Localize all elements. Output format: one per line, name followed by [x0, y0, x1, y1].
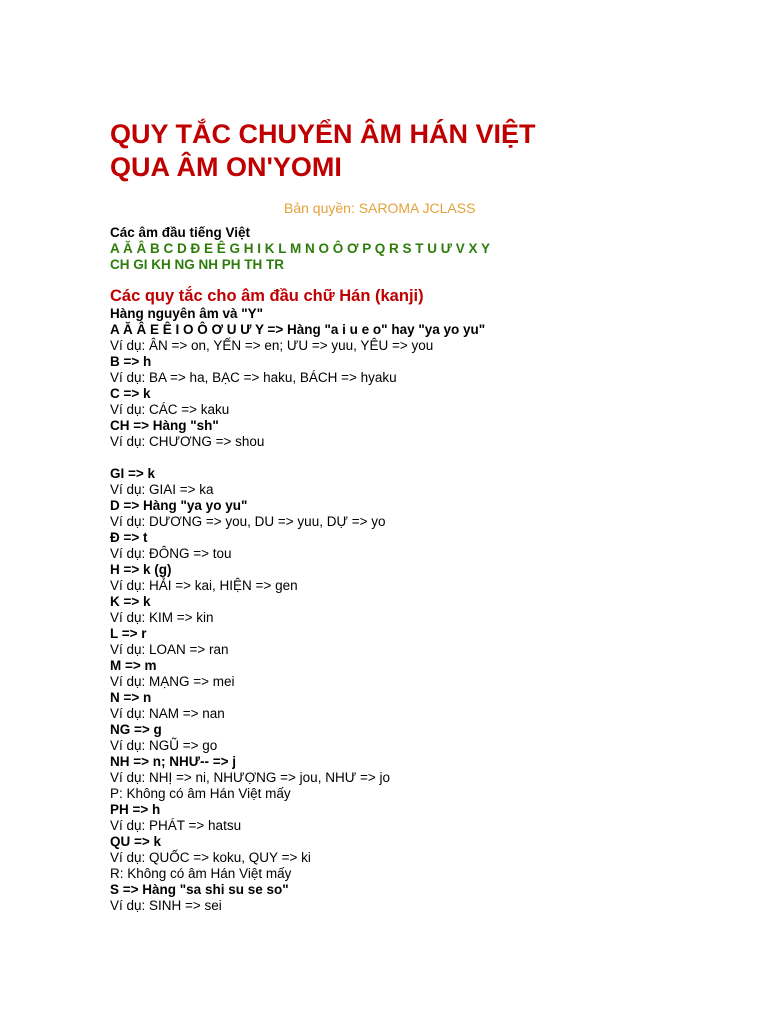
document-page: [110, 118, 730, 914]
rule-example: Ví dụ: CÁC => kaku: [110, 402, 230, 417]
rule-example: Ví dụ: NAM => nan: [110, 706, 225, 721]
rule-heading: N => n: [110, 690, 152, 705]
rule-heading: C => k: [110, 386, 151, 401]
blank-line: [110, 450, 730, 466]
rule-heading: A Ă Â E Ê I O Ô Ơ U Ư Y => Hàng "a i u e o" hay "ya yo yu": [110, 322, 486, 337]
rule-heading: NG => g: [110, 722, 162, 737]
rule-example: Ví dụ: NHỊ => ni, NHƯỢNG => jou, NHƯ => jo: [110, 770, 390, 785]
rule-heading: K => k: [110, 594, 151, 609]
initials-line-2: CH GI KH NG NH PH TH TR: [110, 257, 284, 272]
rule-heading: GI => k: [110, 466, 156, 481]
rule-heading: S => Hàng "sa shi su se so": [110, 882, 289, 897]
rule-example: Ví dụ: DƯƠNG => you, DU => yuu, DỰ => yo: [110, 514, 386, 529]
rule-example: Ví dụ: NGŨ => go: [110, 738, 218, 753]
rule-example: Ví dụ: BA => ha, BẠC => haku, BÁCH => hyaku: [110, 370, 397, 385]
rule-example: Ví dụ: ÂN => on, YẾN => en; ƯU => yuu, YÊU => you: [110, 338, 434, 353]
rule-heading: QU => k: [110, 834, 162, 849]
rule-heading: Hàng nguyên âm và "Y": [110, 306, 264, 321]
rule-heading: M => m: [110, 658, 157, 673]
rule-heading: H => k (g): [110, 562, 172, 577]
rule-example: R: Không có âm Hán Việt mấy: [110, 866, 292, 881]
rule-example: P: Không có âm Hán Việt mấy: [110, 786, 291, 801]
rule-example: Ví dụ: QUỐC => koku, QUY => ki: [110, 850, 311, 865]
rule-example: Ví dụ: KIM => kin: [110, 610, 214, 625]
copyright-notice: Bản quyền: SAROMA JCLASS: [284, 200, 476, 216]
rule-example: Ví dụ: PHÁT => hatsu: [110, 818, 242, 833]
rule-example: Ví dụ: MẠNG => mei: [110, 674, 235, 689]
rule-example: Ví dụ: LOAN => ran: [110, 642, 229, 657]
initials-line-1: A Ă Â B C D Đ E Ê G H I K L M N O Ô Ơ P Q R S T U Ư V X Y: [110, 241, 491, 256]
document-title: [110, 118, 730, 184]
rule-heading: PH => h: [110, 802, 161, 817]
rule-example: Ví dụ: HẢI => kai, HIỆN => gen: [110, 578, 298, 593]
rules-list: [110, 306, 730, 914]
rule-example: Ví dụ: ĐÔNG => tou: [110, 546, 232, 561]
kanji-section-title: Các quy tắc cho âm đầu chữ Hán (kanji): [110, 287, 424, 305]
title-line-2: QUA ÂM ON'YOMI: [110, 152, 342, 182]
initials-heading: Các âm đầu tiếng Việt: [110, 225, 251, 240]
rule-example: Ví dụ: GIAI => ka: [110, 482, 214, 497]
rule-example: Ví dụ: SINH => sei: [110, 898, 222, 913]
rule-heading: D => Hàng "ya yo yu": [110, 498, 248, 513]
rule-heading: Đ => t: [110, 530, 148, 545]
rule-heading: NH => n; NHƯ-- => j: [110, 754, 236, 769]
title-line-1: QUY TẮC CHUYỂN ÂM HÁN VIỆT: [110, 119, 536, 149]
rule-heading: B => h: [110, 354, 152, 369]
rule-heading: L => r: [110, 626, 147, 641]
rule-example: Ví dụ: CHƯƠNG => shou: [110, 434, 265, 449]
rule-heading: CH => Hàng "sh": [110, 418, 219, 433]
